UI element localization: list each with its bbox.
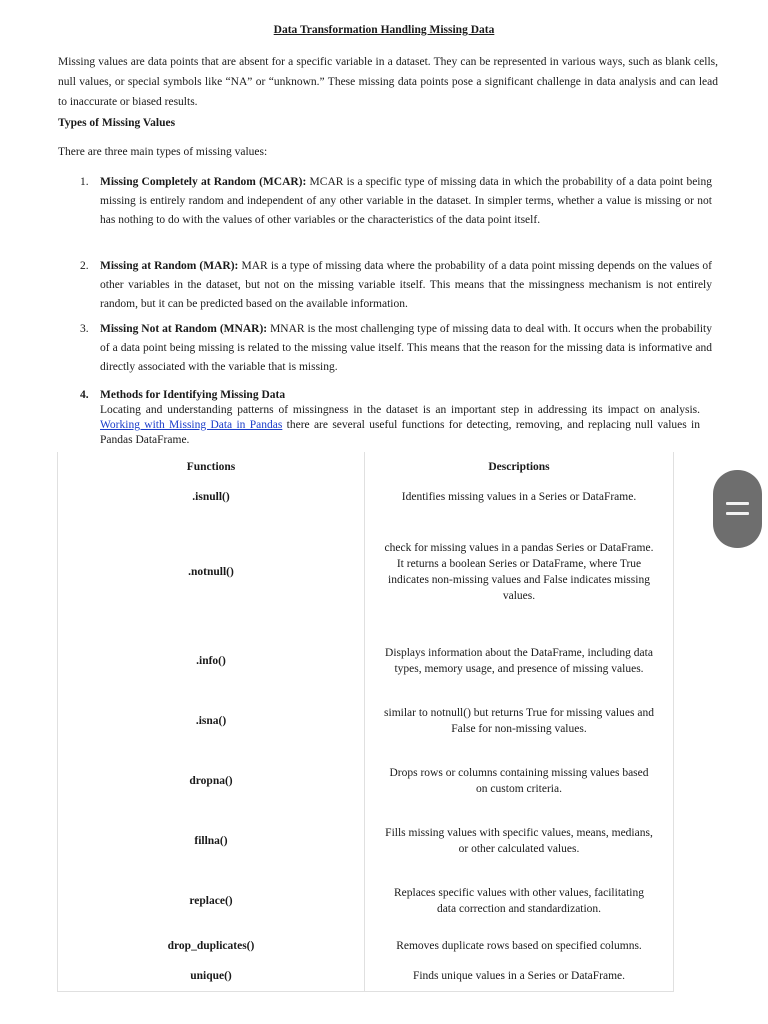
table-row [58,751,674,811]
methods-text-before: Locating and understanding patterns of missingness in the dataset is an important step in addressing its impact on analysis. [100,404,700,416]
list-item-term: Missing Completely at Random (MCAR): [100,176,307,188]
function-name: drop_duplicates() [58,931,365,961]
methods-text-after: there are several useful functions for detecting, removing, and replacing null values in Pandas DataFrame. [100,419,700,446]
function-description: Identifies missing values in a Series or DataFrame. [365,482,674,512]
function-name: .info() [58,632,365,692]
types-lead-in: There are three main types of missing values: [58,146,268,158]
list-item-number: 1. [80,176,89,188]
table-row [58,632,674,692]
function-name: unique() [58,961,365,992]
list-item-number: 2. [80,260,89,272]
table-header-row [58,452,674,482]
function-description: Drops rows or columns containing missing values based on custom criteria. [365,751,674,811]
list-item-text: MCAR is a specific type of missing data in which the probability of a data point being missing is entirely random and independent of any other variable in the dataset. In simpler terms, whether a value is missing or not has nothing to do with the values of other variables or the characteristics of the data point itself. [100,176,712,226]
methods-section [80,387,712,448]
list-item-text: MNAR is the most challenging type of missing data to deal with. It occurs when the probability of a data point being missing is related to the missing value itself. This means that the reason for the missing data is informative and directly associated with the variable that is missing. [100,323,712,373]
function-description: Replaces specific values with other values, facilitating data correction and standardization. [365,871,674,931]
list-item-number: 3. [80,323,89,335]
function-name: .notnull() [58,512,365,632]
function-description: similar to notnull() but returns True for missing values and False for non-missing values. [365,691,674,751]
function-name: dropna() [58,751,365,811]
functions-table [57,452,674,992]
methods-heading: Methods for Identifying Missing Data [100,389,286,401]
table-row [58,811,674,871]
document-title: Data Transformation Handling Missing Data [273,24,495,36]
scroll-handle[interactable] [713,470,762,548]
intro-paragraph: Missing values are data points that are absent for a specific variable in a dataset. They can be represented in various ways, such as blank cells, null values, or special symbols like “NA” or “unknown.” These missing data points pose a significant challenge in data analysis and can lead to inaccurate or biased results. [58,56,718,108]
list-item [80,173,712,230]
function-description: Removes duplicate rows based on specified columns. [365,931,674,961]
types-heading: Types of Missing Values [58,117,176,129]
list-item [80,257,712,314]
function-description: check for missing values in a pandas Series or DataFrame. It returns a boolean Series or DataFrame, where True indicates non-missing values and False indicates missing values. [365,512,674,632]
missing-data-pandas-link[interactable]: Working with Missing Data in Pandas [100,419,283,431]
list-item-number: 4. [80,389,89,401]
table-row [58,482,674,512]
table-row [58,961,674,992]
list-item-term: Missing at Random (MAR): [100,260,239,272]
function-description: Finds unique values in a Series or DataFrame. [365,961,674,992]
function-description: Fills missing values with specific values, means, medians, or other calculated values. [365,811,674,871]
function-name: .isna() [58,691,365,751]
function-name: .isnull() [58,482,365,512]
list-item-term: Missing Not at Random (MNAR): [100,323,268,335]
list-item-text: MAR is a type of missing data where the probability of a data point missing depends on the values of other variables in the dataset, but not on the missing variable itself. This means that the missingness mechanism is not entirely random, but it can be predicted based on the available information. [100,260,712,310]
table-row [58,871,674,931]
function-name: fillna() [58,811,365,871]
table-header-descriptions: Descriptions [365,452,674,482]
table-row [58,512,674,632]
table-header-functions: Functions [58,452,365,482]
table-row [58,691,674,751]
methods-paragraph [100,403,700,448]
table-row [58,931,674,961]
function-name: replace() [58,871,365,931]
list-item [80,320,712,377]
function-description: Displays information about the DataFrame, including data types, memory usage, and presence of missing values. [365,632,674,692]
